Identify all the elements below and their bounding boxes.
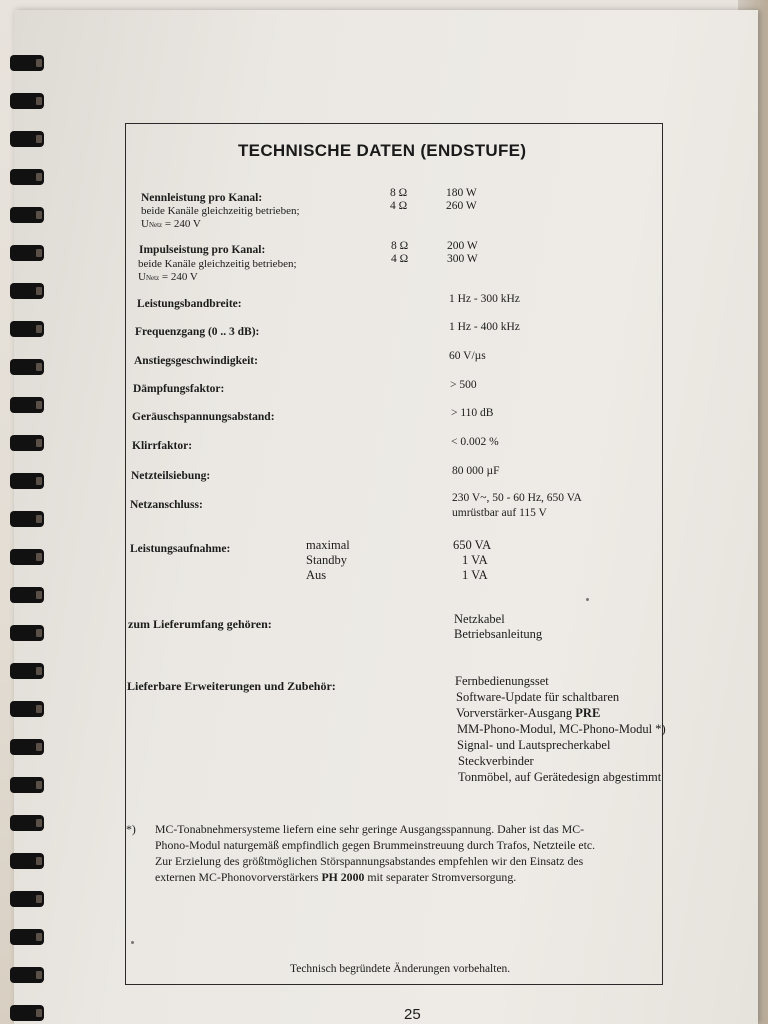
netzanschluss-spec: 230 V~, 50 - 60 Hz, 650 VA bbox=[452, 492, 582, 504]
erweiterungen-item: Fernbedienungsset bbox=[455, 674, 549, 688]
spec-value-frequenzgang: 1 Hz - 400 kHz bbox=[449, 321, 520, 333]
page-number: 25 bbox=[404, 1006, 421, 1023]
binding-ring bbox=[10, 625, 44, 641]
nennleistung-voltage: UNetz = 240 V bbox=[141, 218, 201, 230]
binding-ring bbox=[10, 701, 44, 717]
spec-value-geraeusch: > 110 dB bbox=[451, 407, 494, 419]
binding-ring bbox=[10, 663, 44, 679]
erweiterungen-item: Software-Update für schaltbaren bbox=[456, 690, 620, 704]
aufnahme-mode: Standby bbox=[306, 553, 347, 567]
aufnahme-value: 650 VA bbox=[453, 538, 492, 552]
nennleistung-value-8: 180 W bbox=[446, 187, 477, 199]
erweiterungen-item: MM-Phono-Modul, MC-Phono-Modul *) bbox=[457, 722, 666, 736]
spec-value-siebung: 80 000 µF bbox=[452, 465, 500, 477]
spec-label-siebung: Netzteilsiebung: bbox=[131, 470, 211, 482]
spec-value-anstieg: 60 V/µs bbox=[449, 350, 486, 362]
footnote-line: externen MC-Phonovorverstärkers PH 2000 mit separater Stromversorgung. bbox=[155, 870, 517, 884]
erweiterungen-item: Vorverstärker-Ausgang PRE bbox=[456, 706, 601, 720]
impuls-value-4: 300 W bbox=[447, 253, 478, 265]
footnote-marker: *) bbox=[126, 822, 136, 836]
spec-label-bandbreite: Leistungsbandbreite: bbox=[137, 298, 242, 310]
binding-ring bbox=[10, 321, 44, 337]
binding-ring bbox=[10, 435, 44, 451]
nennleistung-label: Nennleistung pro Kanal: bbox=[141, 192, 263, 204]
binding-ring bbox=[10, 549, 44, 565]
netzanschluss-label: Netzanschluss: bbox=[130, 499, 203, 511]
nennleistung-ohm-8: 8 Ω bbox=[390, 187, 408, 199]
impuls-note: beide Kanäle gleichzeitig betrieben; bbox=[138, 258, 297, 270]
nennleistung-ohm-4: 4 Ω bbox=[390, 200, 408, 212]
spec-value-bandbreite: 1 Hz - 300 kHz bbox=[449, 293, 520, 305]
binding-ring bbox=[10, 511, 44, 527]
binding-ring bbox=[10, 55, 44, 71]
erweiterungen-item: Steckverbinder bbox=[458, 754, 534, 768]
nennleistung-value-4: 260 W bbox=[446, 200, 477, 212]
spec-label-geraeusch: Geräuschspannungsabstand: bbox=[132, 411, 275, 423]
netzanschluss-option: umrüstbar auf 115 V bbox=[452, 507, 547, 519]
binding-ring bbox=[10, 169, 44, 185]
aufnahme-label: Leistungsaufnahme: bbox=[130, 543, 231, 555]
binding-ring bbox=[10, 131, 44, 147]
binding-ring bbox=[10, 93, 44, 109]
aufnahme-mode: Aus bbox=[306, 568, 327, 582]
spec-label-frequenzgang: Frequenzgang (0 .. 3 dB): bbox=[135, 326, 260, 338]
lieferumfang-label: zum Lieferumfang gehören: bbox=[128, 617, 272, 631]
erweiterungen-label: Lieferbare Erweiterungen und Zubehör: bbox=[127, 679, 336, 693]
print-speck bbox=[586, 598, 589, 601]
impuls-label: Impulseistung pro Kanal: bbox=[139, 244, 266, 256]
binding-ring bbox=[10, 587, 44, 603]
aufnahme-mode: maximal bbox=[306, 538, 350, 552]
disclaimer: Technisch begründete Änderungen vorbehalten. bbox=[290, 963, 511, 975]
spec-label-klirr: Klirrfaktor: bbox=[132, 440, 193, 452]
aufnahme-value: 1 VA bbox=[462, 568, 488, 582]
binding-ring bbox=[10, 283, 44, 299]
footnote-line: Zur Erzielung des größtmöglichen Störspannungsabstandes empfehlen wir den Einsatz des bbox=[155, 854, 584, 868]
aufnahme-value: 1 VA bbox=[462, 553, 488, 567]
binding-ring bbox=[10, 967, 44, 983]
binding-ring bbox=[10, 739, 44, 755]
spec-value-daempfung: > 500 bbox=[450, 379, 477, 391]
lieferumfang-item: Betriebsanleitung bbox=[454, 627, 543, 641]
spec-label-anstieg: Anstiegsgeschwindigkeit: bbox=[134, 355, 258, 367]
footnote-line: Phono-Modul naturgemäß empfindlich gegen Brummeinstreuung durch Trafos, Netzteile etc. bbox=[155, 838, 596, 852]
binding-ring bbox=[10, 473, 44, 489]
binding-ring bbox=[10, 929, 44, 945]
erweiterungen-item: Signal- und Lautsprecherkabel bbox=[457, 738, 611, 752]
binding-ring bbox=[10, 853, 44, 869]
lieferumfang-item: Netzkabel bbox=[454, 612, 505, 626]
nennleistung-note: beide Kanäle gleichzeitig betrieben; bbox=[141, 205, 300, 217]
impuls-value-8: 200 W bbox=[447, 240, 478, 252]
page-title: TECHNISCHE DATEN (ENDSTUFE) bbox=[238, 141, 527, 160]
binding-ring bbox=[10, 891, 44, 907]
binding-ring bbox=[10, 777, 44, 793]
print-speck bbox=[131, 941, 134, 944]
binding-ring bbox=[10, 397, 44, 413]
binding-ring bbox=[10, 1005, 44, 1021]
spec-label-daempfung: Dämpfungsfaktor: bbox=[133, 383, 225, 395]
impuls-ohm-8: 8 Ω bbox=[391, 240, 409, 252]
spec-value-klirr: < 0.002 % bbox=[451, 436, 499, 448]
impuls-ohm-4: 4 Ω bbox=[391, 253, 409, 265]
footnote-line: MC-Tonabnehmersysteme liefern eine sehr geringe Ausgangsspannung. Daher ist das MC- bbox=[155, 822, 585, 836]
binding-ring bbox=[10, 359, 44, 375]
erweiterungen-item: Tonmöbel, auf Gerätedesign abgestimmt bbox=[458, 770, 662, 784]
binding-ring bbox=[10, 815, 44, 831]
impuls-voltage: UNetz = 240 V bbox=[138, 271, 198, 283]
binding-ring bbox=[10, 245, 44, 261]
binding-ring bbox=[10, 207, 44, 223]
